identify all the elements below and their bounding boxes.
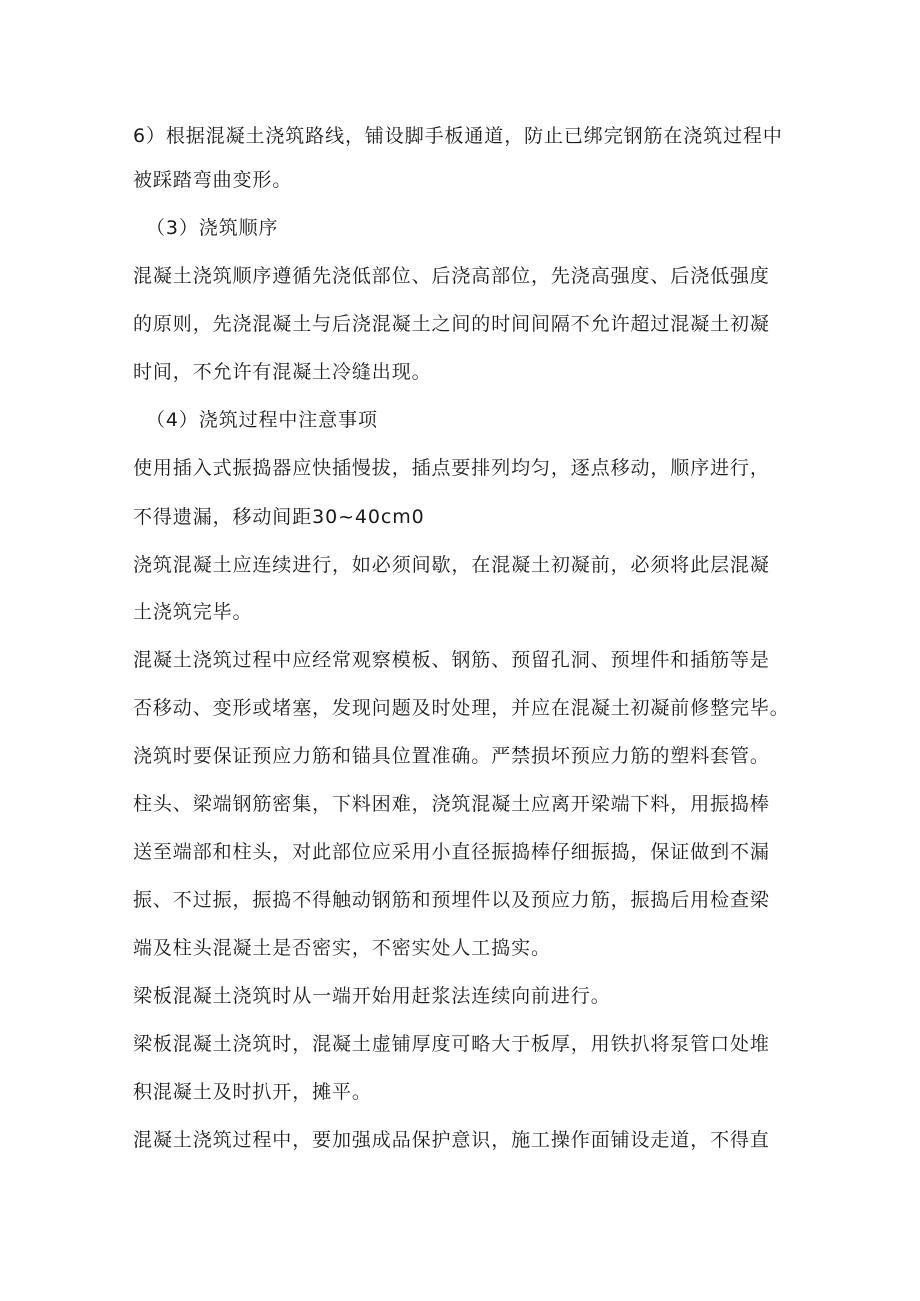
text-line: 端及柱头混凝土是否密实，不密实处人工捣实。 — [133, 937, 551, 959]
text-line: 的原则，先浇混凝土与后浇混凝土之间的时间间隔不允许超过混凝土初凝 — [133, 313, 770, 335]
text-line: 振、不过振，振捣不得触动钢筋和预埋件以及预应力筋，振捣后用检查梁 — [133, 889, 770, 911]
section-heading: （4）浇筑过程中注意事项 — [146, 409, 378, 431]
text-line: 6）根据混凝土浇筑路线，铺设脚手板通道，防止已绑完钢筋在浇筑过程中 — [133, 125, 783, 147]
text-line: 被踩踏弯曲变形。 — [133, 169, 293, 191]
text-line: 送至端部和柱头，对此部位应采用小直径振捣棒仔细振捣，保证做到不漏 — [133, 841, 770, 863]
text-line: 梁板混凝土浇筑时，混凝土虚铺厚度可略大于板厚，用铁扒将泵管口处堆 — [133, 1033, 770, 1055]
text-line: 土浇筑完毕。 — [133, 601, 253, 623]
text-line: 否移动、变形或堵塞，发现问题及时处理，并应在混凝土初凝前修整完毕。 — [133, 697, 790, 719]
text-line: 混凝土浇筑顺序遵循先浇低部位、后浇高部位，先浇高强度、后浇低强度 — [133, 265, 770, 287]
text-line: 浇筑时要保证预应力筋和锚具位置准确。严禁损坏预应力筋的塑料套管。 — [133, 745, 770, 767]
text-line: 柱头、梁端钢筋密集，下料困难，浇筑混凝土应离开梁端下料，用振捣棒 — [133, 793, 770, 815]
text-line: 不得遗漏，移动间距30~40cm0 — [133, 506, 425, 528]
text-line: 使用插入式振捣器应快插慢拔，插点要排列均匀，逐点移动，顺序进行， — [133, 457, 770, 479]
text-line: 时间，不允许有混凝土冷缝出现。 — [133, 361, 432, 383]
text-line: 混凝土浇筑过程中应经常观察模板、钢筋、预留孔洞、预埋件和插筋等是 — [133, 649, 770, 671]
text-line: 梁板混凝土浇筑时从一端开始用赶浆法连续向前进行。 — [133, 985, 611, 1007]
section-heading: （3）浇筑顺序 — [146, 217, 279, 239]
text-line: 浇筑混凝土应连续进行，如必须间歇，在混凝土初凝前，必须将此层混凝 — [133, 554, 770, 576]
text-line: 混凝土浇筑过程中，要加强成品保护意识，施工操作面铺设走道，不得直 — [133, 1129, 770, 1151]
text-line: 积混凝土及时扒开，摊平。 — [133, 1081, 372, 1103]
